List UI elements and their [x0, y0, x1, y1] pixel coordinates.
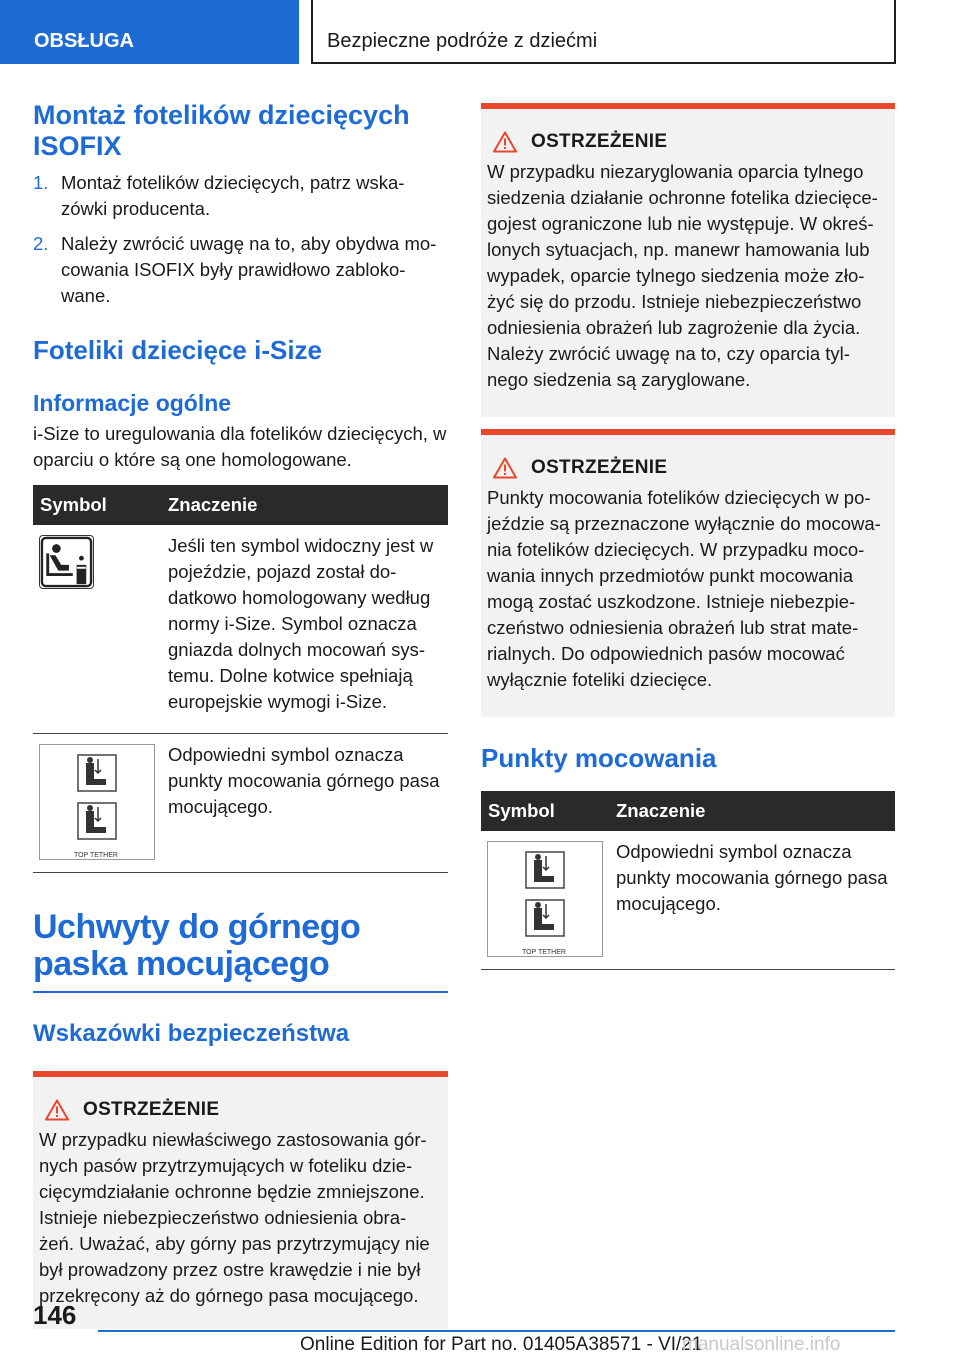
warning-triangle-icon — [493, 457, 517, 479]
warning-title: OSTRZEŻENIE — [83, 1099, 220, 1120]
column-header-meaning: Znaczenie — [161, 485, 448, 525]
page-header-title — [311, 0, 896, 64]
tether-heading: Uchwyty do górnego paska mocującego — [33, 908, 361, 983]
safety-tips-heading: Wskazówki bezpieczeństwa — [33, 1020, 350, 1047]
meaning-cell: Odpowiedni symbol oznacza punkty mocowania górnego pasa mocującego. — [161, 734, 448, 873]
warning-triangle-icon — [493, 131, 517, 153]
warning-text: W przypadku niezaryglowania oparcia tylnego siedzenia działanie ochronne fotelika dziecięce-gojest ograniczone lub nie występuje. W okreś-lonych sytuacjach, np. manewr hamowania lub wypadek, oparcie tylnego siedzenia może zło-żyć się do przodu. Istnieje niebezpieczeństwo odniesienia obrażeń lub zagrożenie dla życia. Należy zwrócić uwagę na to, czy oparcia tyl-nego siedzenia są zaryglowane. — [487, 161, 878, 390]
tether-icon-label: TOP TETHER — [74, 852, 118, 859]
top-tether-icon — [39, 744, 155, 860]
meaning-cell: Jeśli ten symbol widoczny jest w pojeździe, pojazd został do-datkowo homologowany według normy i‑Size. Symbol oznacza gniazda dolnych mocowań sys-temu. Dolne kotwice spełniają europejskie wymogi i‑Size. — [161, 525, 448, 734]
warning-text: Punkty mocowania fotelików dziecięcych w po-jeździe są przeznaczone wyłącznie do mocowa-nia fotelików dziecięcych. W przypadku moco-wania innych przedmiotów punkt mocowania mogą zostać uszkodzone. Istnieje niebezpie-czeństwo odniesienia obrażeń lub strat mate-rialnych. Do odpowiednich pasów mocować wyłącznie foteliki dziecięce. — [487, 487, 881, 690]
symbol-cell — [33, 525, 161, 734]
warning-text: W przypadku niewłaściwego zastosowania gór-nych pasów przytrzymujących w foteliku dzie-cięcymdziałanie ochronne będzie zmniejszone. Istnieje niebezpieczeństwo odniesienia obra-żeń. Uważać, aby górny pas przytrzymujący nie był prowadzony przez ostre krawędzie i nie był przekręcony aż do górnego pasa mocującego. — [39, 1129, 430, 1306]
top-tether-icon — [487, 841, 603, 957]
warning-title: OSTRZEŻENIE — [531, 457, 668, 478]
step-item — [33, 170, 448, 222]
warning-box — [33, 1071, 448, 1329]
step-number: 1. — [33, 172, 49, 193]
step-item — [33, 231, 448, 309]
column-header-symbol: Symbol — [481, 791, 609, 831]
table-header-row — [33, 485, 448, 525]
tether-icon-label: TOP TETHER — [522, 949, 566, 956]
anchor-points-heading: Punkty mocowania — [481, 743, 717, 773]
table-header-row — [481, 791, 895, 831]
step-number: 2. — [33, 233, 49, 254]
symbol-cell — [33, 734, 161, 873]
warning-header — [493, 457, 885, 479]
left-column — [33, 100, 448, 1329]
heading-underline — [33, 991, 448, 993]
meaning-cell: Odpowiedni symbol oznacza punkty mocowania górnego pasa mocującego. — [609, 831, 895, 970]
column-header-meaning: Znaczenie — [609, 791, 895, 831]
chapter-tab — [0, 0, 299, 64]
isize-heading: Foteliki dziecięce i‑Size — [33, 335, 322, 365]
isize-description: i-Size to uregulowania dla fotelików dziecięcych, w oparciu o które są one homologowane. — [33, 423, 447, 470]
isofix-heading: Montaż fotelików dziecięcych ISOFIX — [33, 100, 410, 161]
step-text: Montaż fotelików dziecięcych, patrz wska-zówki producenta. — [61, 172, 405, 219]
warning-triangle-icon — [45, 1099, 69, 1121]
step-text: Należy zwrócić uwagę na to, aby obydwa mo-cowania ISOFIX były prawidłowo zabloko-wane. — [61, 233, 437, 306]
warning-title: OSTRZEŻENIE — [531, 131, 668, 152]
header-title-text: Bezpieczne podróże z dziećmi — [327, 30, 598, 52]
warning-header — [493, 131, 885, 153]
isize-subheading: Informacje ogólne — [33, 390, 232, 416]
symbol-cell — [481, 831, 609, 970]
page-number: 146 — [33, 1300, 77, 1330]
chapter-label: OBSŁUGA — [34, 30, 134, 52]
isize-symbol-table — [33, 485, 448, 873]
right-column — [481, 103, 895, 970]
warning-box — [481, 429, 895, 717]
isofix-steps — [33, 170, 448, 309]
table-row — [33, 525, 448, 734]
warning-header — [45, 1099, 438, 1121]
footer-rule — [98, 1330, 895, 1332]
footer-watermark: manualsonline.info — [682, 1334, 841, 1355]
anchor-symbol-table — [481, 791, 895, 970]
i-size-seat-icon — [39, 535, 94, 589]
column-header-symbol: Symbol — [33, 485, 161, 525]
table-row — [481, 831, 895, 970]
table-row — [33, 734, 448, 873]
footer-edition: Online Edition for Part no. 01405A38571 - VI/21 — [300, 1334, 703, 1355]
warning-box — [481, 103, 895, 417]
